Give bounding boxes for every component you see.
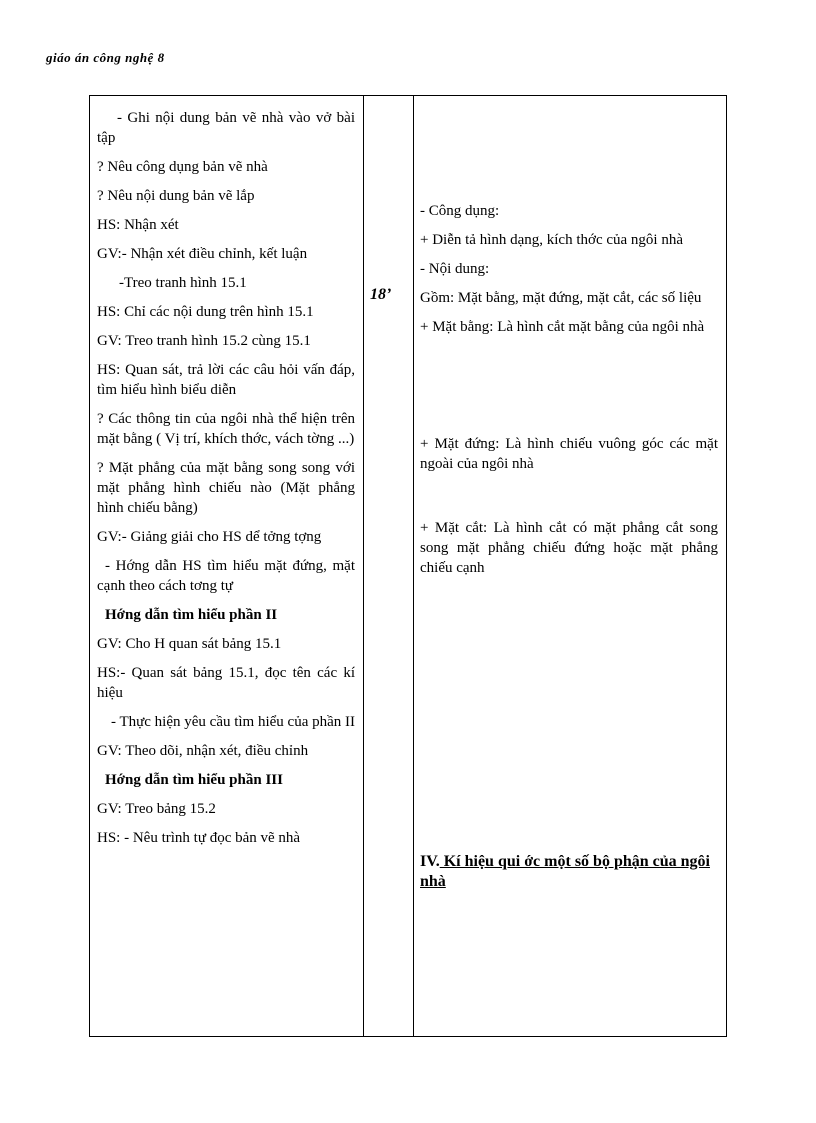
activity-line: ? Nêu công dụng bản vẽ nhà	[97, 159, 268, 175]
activity-line: - Hớng dẫn HS tìm hiểu mặt đứng, mặt cạnh theo cách tơng tự	[97, 558, 355, 594]
activity-line: GV: Cho H quan sát bảng 15.1	[97, 636, 282, 652]
content-line: - Công dụng:	[420, 203, 500, 219]
activity-line: GV:- Nhận xét điều chỉnh, kết luận	[97, 246, 308, 262]
activity-line: -Treo tranh hình 15.1	[119, 275, 247, 291]
activity-line: HS: Quan sát, trả lời các câu hỏi vấn đáp, tìm hiểu hình biểu diễn	[97, 362, 355, 398]
activity-line: ? Các thông tin của ngôi nhà thể hiện trên mặt bằng ( Vị trí, khích thớc, vách tờng ...)	[97, 411, 355, 447]
activity-line: ? Nêu nội dung bản vẽ lắp	[97, 188, 255, 204]
column-divider	[413, 96, 414, 1036]
content-block	[420, 434, 718, 474]
activity-line: - Thực hiện yêu cầu tìm hiểu của phần II	[111, 714, 356, 730]
section-heading: Hớng dẫn tìm hiểu phần III	[105, 772, 283, 788]
activity-line: HS: Nhận xét	[97, 217, 179, 233]
activity-line: HS:- Quan sát bảng 15.1, đọc tên các kí hiệu	[97, 665, 355, 701]
section-heading: Hớng dẫn tìm hiểu phần II	[105, 607, 278, 623]
section-number: IV.	[420, 853, 440, 870]
page-header: giáo án công nghệ 8	[46, 50, 165, 65]
content-block	[420, 201, 718, 346]
content-line: + Diễn tả hình dạng, kích thớc của ngôi nhà	[420, 232, 683, 248]
activity-line: GV:- Giảng giải cho HS dể tởng tợng	[97, 529, 322, 545]
section-iv-heading	[420, 852, 718, 892]
activity-line: ? Mặt phẳng của mặt bằng song song với mặt phẳng hình chiếu nào (Mặt phẳng hình chiếu bằng)	[97, 460, 355, 516]
content-line: - Nội dung:	[420, 261, 490, 277]
content-line: + Mặt cắt: Là hình cắt có mặt phẳng cắt song song mặt phẳng chiếu đứng hoặc mặt phẳng chiếu cạnh	[420, 520, 718, 576]
activity-line: HS: Chỉ các nội dung trên hình 15.1	[97, 304, 314, 320]
activity-column	[97, 108, 355, 857]
column-divider	[363, 96, 364, 1036]
activity-line: GV: Treo bảng 15.2	[97, 801, 216, 817]
lesson-table	[89, 95, 727, 1037]
activity-line: HS: - Nêu trình tự đọc bản vẽ nhà	[97, 830, 301, 846]
section-title: Kí hiệu qui ớc một số bộ phận của ngôi nhà	[420, 853, 710, 890]
content-line: + Mặt bằng: Là hình cắt mặt bằng của ngôi nhà	[420, 319, 705, 335]
activity-line: - Ghi nội dung bản vẽ nhà vào vở bài tập	[97, 110, 355, 146]
activity-line: GV: Theo dõi, nhận xét, điều chỉnh	[97, 743, 309, 759]
time-cell: 18’	[370, 286, 392, 303]
content-line: + Mặt đứng: Là hình chiếu vuông góc các mặt ngoài của ngôi nhà	[420, 436, 718, 472]
content-block	[420, 518, 718, 578]
activity-line: GV: Treo tranh hình 15.2 cùng 15.1	[97, 333, 311, 349]
content-line: Gồm: Mặt bằng, mặt đứng, mặt cắt, các số liệu	[420, 290, 702, 306]
